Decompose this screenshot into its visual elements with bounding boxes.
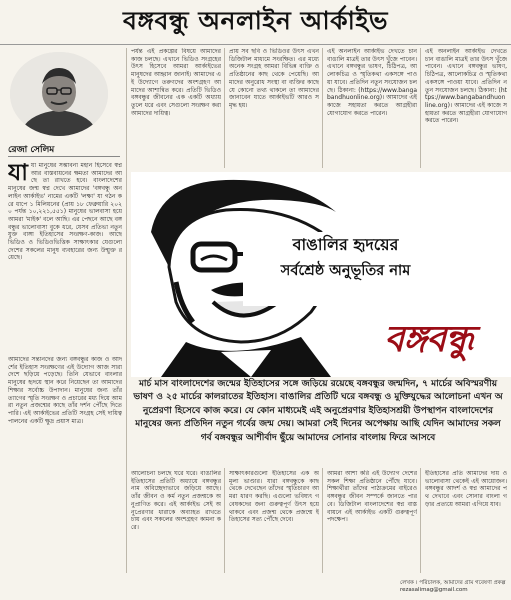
lead-paragraph: মার্চ মাস বাংলাদেশের জন্মের ইতিহাসের সঙ্গে জড়িয়ে রয়েছে বঙ্গবন্ধুর জন্মদিন, ৭ মার্চের অবিস্মরণীয় ভাষণ ও ২৫ মার্চের কালরাতের ইতিহাস। বাঙালির প্রতিটি ঘরে বঙ্গবন্ধু ও মুক্তিযুদ্ধের আলোচনা এখন অনুপ্রেরণা হিসেবে কাজ করে। যে কোন মাধ্যমেই এই অনুপ্রেরণার ইতিহাসশ্রয়ী উপস্থাপন বাংলাদেশের মানুষের জন্য প্রতিদিন নতুন গর্বের জন্ম দেয়। আমরা সেই দিনের অপেক্ষায় আছি যেদিন আমাদের সকল গর্ব বঙ্গবন্ধুর আশীর্বাদ ছুঁয়ে আমাদের সোনার বাংলায় ফিরে আসবে: [133, 379, 503, 443]
author-affiliation: লেখক । পরিচালক, আমাদের গ্রাম গবেষণা প্রকল্প: [400, 580, 506, 586]
drop-cap: যা: [8, 162, 28, 186]
article-column-1: [8, 162, 122, 352]
author-email: rezasalimag@gmail.com: [400, 587, 468, 593]
banner-tagline-line-1: বাঙালির হৃদয়ের: [292, 235, 399, 254]
column-divider: [420, 468, 421, 573]
column-divider: [322, 468, 323, 573]
author-portrait-icon: [10, 52, 108, 136]
column-divider: [420, 48, 421, 168]
column-text: যা মানুষের সম্ভাবনা মহান হিসেবে স্বপ্ন আর বাস্তবায়নের ক্ষমতা আমাদের আছে তা রাখতে হবে। বাংলাদেশের মানুষের জন্ম স্বপ্ন দেখে আমাদের 'বঙ্গবন্ধু অনলাইন আর্কাইভ' নামের একটি 'লক্ষ্য' যা গঠন করে ধাপে ১ মিলিয়নের (প্রায় ১৮ ফেব্রুয়ারি ২০২০ পর্যন্ত ১০,২২১,৫৫১) মানুষের ভালবাসা হয়ে আমরা 'মাইক' বলে আছি। এর পেছনে আছে বঙ্গবন্ধুর ভালোবাসা বুকে ধরে, যেসব প্রতিভা নতুন যুক্ত বাঙ্গা ইতিহাসের সংরক্ষণ-কাজ। আছে ভিডিও ও ভিডিওভিত্তিক সাক্ষাৎকার যেগুলো দেশের সকলের মানুষ ব্যবহারের জন্য উন্মুক্ত রয়েছে।: [8, 162, 122, 262]
tagline-box: [243, 232, 448, 306]
article-column-4: এই অনলাইন আর্কাইভ দেখতে চান বাঙালি মাত্রই তার উৎস খুঁজে পাবেন। এখানে বঙ্গবন্ধুর ভাষণ, চিঠিপত্র, আলোকচিত্র ও স্মৃতিকথা একসঙ্গে পাওয়া যাবে। প্রতিদিন নতুন সংযোজন চলছে। ঠিকানা: (https://www.bangabandhuonline.org)। আমাদের এই কাজে সহায়তা করতে আগ্রহীরা যোগাযোগ করতে পারেন।: [327, 48, 417, 117]
banner-tagline-line-2: সর্বশ্রেষ্ঠ অনুভূতির নাম: [280, 263, 411, 279]
column-divider: [224, 468, 225, 573]
article-column-3: প্রায় সব ছবি ও ভিডিওর উৎস এখন ডিজিটাল মাধ্যমে সংরক্ষিত। এর মধ্যে অনেক সংগ্রহ আমরা বিভিন্ন ব্যক্তি ও প্রতিষ্ঠানের কাছ থেকে পেয়েছি। আমাদের অনুরোধ সংস্থা বা ব্যক্তির কাছে যে কোনো তথ্য থাকলে তা আমাদের জানাবেন যাতে আর্কাইভটি আরও সমৃদ্ধ হয়।: [229, 48, 319, 109]
column-divider: [224, 48, 225, 168]
banner-image: [131, 172, 511, 377]
article-column-bottom-c: আমরা আশা করি এই উদ্যোগ দেশের সকল শিক্ষা প্রতিষ্ঠানে পৌঁছে যাবে। শিক্ষার্থীরা তাঁদের পাঠ্যক্রমের বাইরেও বঙ্গবন্ধুর জীবন সম্পর্কে জানতে পারবে। ডিজিটাল বাংলাদেশের স্বপ্ন বাস্তবায়নে এই আর্কাইভ একটি গুরুত্বপূর্ণ পদক্ষেপ।: [327, 470, 417, 524]
header-divider: [0, 44, 511, 45]
column-divider: [322, 48, 323, 168]
banner-calligraphy-name: বঙ্গবন্ধু: [384, 318, 473, 360]
article-column-bottom-d: ইতিহাসের প্রতি আমাদের দায় ও ভালোবাসা থেকেই এই আয়োজন। বঙ্গবন্ধুর আদর্শ ও স্বপ্ন আমাদের পথ দেখাবে এবং সোনার বাংলা গড়ার প্রত্যয়ে আমরা এগিয়ে যাব।: [425, 470, 507, 508]
author-divider: [8, 156, 120, 157]
author-name: রেজা সেলিম: [8, 145, 55, 155]
author-photo: [10, 52, 108, 136]
column-divider: [126, 48, 127, 573]
author-signature: [400, 580, 508, 594]
article-column-5: এই অনলাইন আর্কাইভ দেখতে চান বাঙালি মাত্রই তার উৎস খুঁজে পাবেন। এখানে বঙ্গবন্ধুর ভাষণ, চিঠিপত্র, আলোকচিত্র ও স্মৃতিকথা একসঙ্গে পাওয়া যাবে। প্রতিদিন নতুন সংযোজন চলছে। ঠিকানা: (https://www.bangabandhuonline.org)। আমাদের এই কাজে সহায়তা করতে আগ্রহীরা যোগাযোগ করতে পারেন।: [425, 48, 507, 125]
article-column-bottom-b: সাক্ষাৎকারগুলো ইতিহাসের এক অমূল্য ভাণ্ডার। যারা বঙ্গবন্ধুকে কাছ থেকে দেখেছেন তাঁদের স্মৃতিচারণ আমরা ধারণ করছি। এগুলো ভবিষ্যৎ গবেষকদের জন্য গুরুত্বপূর্ণ উৎস হয়ে থাকবে এবং প্রজন্ম থেকে প্রজন্মে ইতিহাসের সত্য পৌঁছে দেবে।: [229, 470, 319, 524]
article-column-1-continued: আমাদের সন্তানদের জন্য বঙ্গবন্ধুর কাজ ও আদর্শের ইতিহাস সংরক্ষণের এই উদ্যোগ আজ সারা দেশে ছড়িয়ে পড়েছে। তিনি যেভাবে বাংলার মানুষের হৃদয়ে স্থান করে নিয়েছেন তা আমাদের শিক্ষার সর্বোচ্চ উপাদান। মানুষের জন্য তাঁর ত্যাগের স্মৃতি সংরক্ষণ ও প্রচারের মধ্য দিয়ে আমরা নতুন প্রজন্মের কাছে তাঁর দর্শন পৌঁছে দিতে পারি। এই আর্কাইভের প্রতিটি সংগ্রহ সেই দায়িত্ব পালনের একটি ক্ষুদ্র প্রয়াস মাত্র।: [8, 356, 122, 425]
article-column-2: পর্যন্ত এই প্রকল্পের বিষয়ে আমাদের কাজ চলছে। এখানে ভিডিও সংগ্রহের উৎস হিসেবে আমরা আর্কাইভের মানুষদের আহ্বান জানাই। আমাদের এই উদ্যোগে তরুণদের অংশগ্রহণ আমাদের আশান্বিত করে। প্রতিটি ভিডিও বঙ্গবন্ধুর জীবনের এক একটি অধ্যায় তুলে ধরে এবং সেগুলো সংরক্ষণ করা আমাদের দায়িত্ব।: [131, 48, 221, 117]
article-column-bottom-a: আলোচনা চলছে ঘরে ঘরে। বাঙালির ইতিহাসের প্রতিটি অধ্যায়ে বঙ্গবন্ধুর নাম অবিচ্ছেদ্যভাবে জড়িয়ে আছে। তাঁর জীবন ও কর্ম নতুন প্রজন্মকে অনুপ্রাণিত করে। এই আর্কাইভ সেই অনুপ্রেরণার ধারাকে অব্যাহত রাখতে চায় এবং সকলের অংশগ্রহণ কামনা করে।: [131, 470, 221, 531]
page-title: বঙ্গবন্ধু অনলাইন আর্কাইভ: [122, 5, 389, 35]
